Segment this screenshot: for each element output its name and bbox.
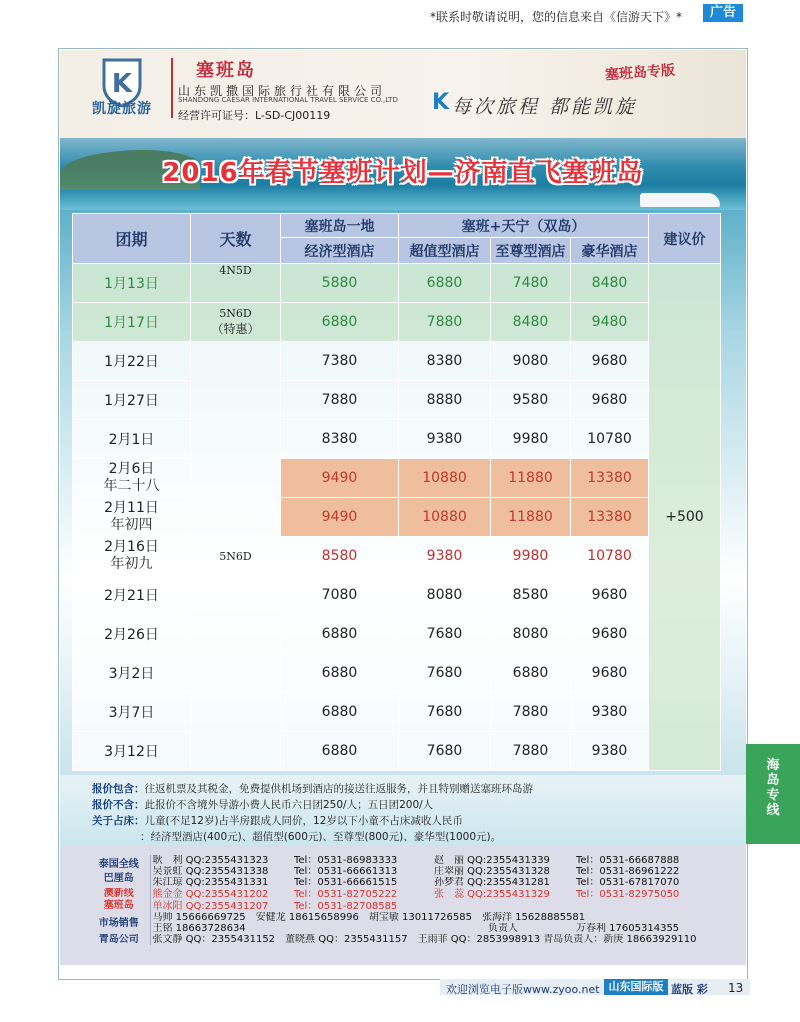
price-economy: 6880 [281, 303, 399, 342]
logo-name: 凯旋旅游 [92, 101, 152, 117]
qingdao-contacts: 张文静 QQ：2355431152 董晓燕 QQ：2355431157 王雨菲 QQ：2853998913 青岛负责人：新庚 18663929110 [152, 934, 697, 945]
page-number: 13 [728, 981, 744, 995]
price-economy: 7380 [281, 342, 399, 381]
price-economy: 8580 [281, 537, 399, 576]
header-date: 团期 [73, 214, 191, 264]
price-premium: 11880 [491, 498, 571, 537]
price-value: 8880 [399, 381, 491, 420]
row-date: 3月12日 [73, 732, 191, 771]
contact-category: 市场销售 [88, 912, 150, 934]
contact-person: 吴景虹 QQ:2355431338 [152, 866, 269, 877]
note-label: 关于占床： [92, 815, 145, 827]
price-value: 9380 [399, 420, 491, 459]
price-economy: 9490 [281, 498, 399, 537]
price-luxury: 13380 [571, 459, 649, 498]
slogan: 每次旅程 都能凯旋 [452, 96, 638, 118]
header-suggest: 建议价 [649, 214, 721, 264]
table-row [73, 459, 721, 498]
header-divider [171, 58, 173, 118]
footer-site: 欢迎浏览电子版www.zyoo.net [446, 983, 600, 996]
contact-spacer [292, 923, 432, 934]
contact-tel: Tel：0531-86983333 [294, 855, 398, 866]
price-value: 8080 [399, 576, 491, 615]
price-premium: 9980 [491, 420, 571, 459]
contact-row [88, 923, 712, 934]
contact-category [88, 855, 150, 888]
row-date: 3月7日 [73, 693, 191, 732]
days-4n5d: 4N5D [191, 264, 281, 303]
price-economy: 7880 [281, 381, 399, 420]
contact-tel: Tel：0531-66661515 [294, 877, 398, 888]
suggest-price: +500 [649, 264, 721, 771]
price-value: 10880 [399, 459, 491, 498]
table-row [73, 264, 721, 303]
price-luxury: 9680 [571, 654, 649, 693]
table-row [73, 732, 721, 771]
row-date-note: 年初四 [110, 517, 153, 533]
row-date [73, 537, 191, 576]
contact-row [88, 855, 712, 866]
contact-person: 熊金金 QQ:2355431202 [152, 888, 269, 900]
source-notice: *联系时敬请说明，您的信息来自《信游天下》* [430, 10, 683, 24]
table-row [73, 381, 721, 420]
note-included [92, 781, 533, 796]
boat-image [640, 193, 720, 207]
table-row [73, 576, 721, 615]
price-value: 10880 [399, 498, 491, 537]
row-date: 2月26日 [73, 615, 191, 654]
contact-person: 耿 利 QQ:2355431323 [152, 855, 269, 866]
contact-row [88, 934, 712, 945]
header-economy: 经济型酒店 [281, 238, 399, 264]
price-value: 7680 [399, 654, 491, 693]
price-value: 6880 [399, 264, 491, 303]
price-luxury: 9380 [571, 693, 649, 732]
table-row [73, 342, 721, 381]
row-date-note: 年二十八 [103, 478, 160, 494]
table-row [73, 537, 721, 576]
contact-category-label: 巴厘岛 [103, 872, 134, 884]
price-premium: 7480 [491, 264, 571, 303]
banner-title: 2016年春节塞班计划—济南直飞塞班岛 [162, 158, 644, 188]
contact-tel: Tel：0531-86961222 [576, 866, 680, 877]
row-date: 2月21日 [73, 576, 191, 615]
price-value: 7680 [399, 693, 491, 732]
row-date: 1月22日 [73, 342, 191, 381]
price-economy: 6880 [281, 732, 399, 771]
contact-tel: Tel：0531-82705222 [294, 888, 398, 900]
contact-person: 赵 丽 QQ:2355431339 [434, 855, 550, 866]
contact-row [88, 900, 712, 912]
note-text: 儿童(不足12岁)占半房跟成人同价，12岁以下小童不占床减收人民币 [144, 815, 463, 827]
header-group-single: 塞班岛一地 [281, 214, 399, 238]
price-premium: 7880 [491, 732, 571, 771]
contact-person: 庄翠丽 QQ:2355431328 [434, 866, 550, 877]
contact-tel: Tel：0531-82975050 [576, 888, 680, 900]
note-excluded [92, 797, 433, 812]
header-premium: 至尊型酒店 [491, 238, 571, 264]
row-date-main: 2月16日 [104, 539, 159, 555]
side-tab [746, 744, 800, 844]
note-bed-detail: ：经济型酒店(400元)、超值型(600元)、至尊型(800元)、豪华型(1000元)。 [140, 831, 502, 843]
header-days: 天数 [191, 214, 281, 264]
price-value: 8380 [399, 342, 491, 381]
row-date: 1月13日 [73, 264, 191, 303]
contact-tel: Tel：0531-82708585 [294, 900, 398, 912]
price-economy: 5880 [281, 264, 399, 303]
days-5n6d: 5N6D [191, 342, 281, 771]
table-row [73, 303, 721, 342]
price-economy: 8380 [281, 420, 399, 459]
row-date [73, 459, 191, 498]
contact-person: 朱江琼 QQ:2355431331 [152, 877, 269, 888]
header-group-double: 塞班+天宁（双岛） [399, 214, 649, 238]
price-value: 7880 [399, 303, 491, 342]
price-economy: 9490 [281, 459, 399, 498]
contact-person: 万春利 17605314355 [576, 923, 680, 934]
price-premium: 9980 [491, 537, 571, 576]
price-economy: 6880 [281, 693, 399, 732]
sales-contacts: 马帅 15666669725 安健龙 18615658996 胡宝敏 13011726585 张海洋 15628885581 [152, 912, 586, 923]
price-luxury: 9380 [571, 732, 649, 771]
days-5n6d-special [191, 303, 281, 342]
header-value: 超值型酒店 [399, 238, 491, 264]
contact-row [88, 888, 712, 900]
price-value: 9380 [399, 537, 491, 576]
contact-row [88, 866, 712, 877]
price-premium: 8480 [491, 303, 571, 342]
price-value: 7680 [399, 732, 491, 771]
days-5n6d-label: 5N6D [219, 307, 252, 320]
price-luxury: 9680 [571, 381, 649, 420]
price-value: 7680 [399, 615, 491, 654]
brand-title: 塞班岛 [196, 60, 256, 81]
contact-person: 张 蕊 QQ:2355431329 [434, 888, 550, 900]
row-date-main: 2月11日 [104, 500, 159, 516]
price-premium: 11880 [491, 459, 571, 498]
row-date: 1月27日 [73, 381, 191, 420]
table-row [73, 693, 721, 732]
table-row [73, 654, 721, 693]
price-luxury: 9680 [571, 576, 649, 615]
price-luxury: 8480 [571, 264, 649, 303]
price-luxury: 9480 [571, 303, 649, 342]
contact-category: 青岛公司 [88, 934, 150, 945]
row-date-note: 年初九 [110, 556, 153, 572]
table-row [73, 420, 721, 459]
side-tab-label: 海岛专线 [766, 758, 780, 818]
contact-tel: Tel：0531-66661313 [294, 866, 398, 877]
price-premium: 8080 [491, 615, 571, 654]
row-date: 3月2日 [73, 654, 191, 693]
contact-tel [574, 900, 712, 912]
footer-edition: 蓝版 彩 [671, 983, 708, 996]
price-economy: 7080 [281, 576, 399, 615]
table-row [73, 615, 721, 654]
special-edition-badge: 塞班岛专版 [604, 62, 676, 84]
price-economy: 6880 [281, 615, 399, 654]
price-luxury: 9680 [571, 615, 649, 654]
note-text: 往返机票及其税金，免费提供机场到酒店的接送往返服务，并且特别赠送塞班环岛游 [144, 783, 533, 795]
price-premium: 9580 [491, 381, 571, 420]
contact-category-label: 澳新线 [103, 888, 134, 899]
contact-person: 单冰阳 QQ:2355431207 [152, 900, 269, 912]
note-text: 此报价不含境外导游小费人民币六日团250/人；五日团200/人 [144, 799, 434, 811]
contact-row [88, 912, 712, 923]
price-premium: 7880 [491, 693, 571, 732]
price-luxury: 13380 [571, 498, 649, 537]
row-date-main: 2月6日 [108, 461, 155, 477]
svg-text:K: K [111, 69, 133, 99]
contact-person: 孙梦君 QQ:2355431281 [434, 877, 550, 888]
note-label: 报价包含： [92, 783, 145, 795]
license-number: 经营许可证号：L-SD-CJ00119 [178, 109, 331, 122]
contact-role: 负责人 [488, 923, 518, 934]
company-name-cn: 山东凯撒国际旅行社有限公司 [178, 84, 387, 98]
contact-category-label: 塞班岛 [103, 900, 134, 911]
contact-row [88, 877, 712, 888]
contact-tel: Tel：0531-66687888 [576, 855, 680, 866]
note-bed [92, 813, 463, 828]
contact-tel: Tel：0531-67817070 [576, 877, 680, 888]
contact-category [88, 888, 150, 912]
row-date: 1月17日 [73, 303, 191, 342]
row-date [73, 498, 191, 537]
company-name-en: SHANDONG CAESAR INTERNATIONAL TRAVEL SERVICE CO.,LTD [178, 96, 398, 104]
price-premium: 8580 [491, 576, 571, 615]
price-luxury: 9680 [571, 342, 649, 381]
row-date: 2月1日 [73, 420, 191, 459]
contact-category-label: 泰国全线 [98, 858, 139, 870]
price-premium: 6880 [491, 654, 571, 693]
price-table [72, 213, 721, 771]
contact-person [432, 900, 574, 912]
contact-table [88, 855, 712, 945]
slogan-k-mark: K [432, 90, 450, 115]
contact-person: 王铭 18663728634 [152, 923, 246, 934]
price-luxury: 10780 [571, 420, 649, 459]
note-label: 报价不含： [92, 799, 145, 811]
price-premium: 9080 [491, 342, 571, 381]
ad-tag: 广告 [703, 4, 743, 22]
price-luxury: 10780 [571, 537, 649, 576]
header-luxury: 豪华酒店 [571, 238, 649, 264]
footer-tag: 山东国际版 [604, 979, 668, 995]
table-row [73, 498, 721, 537]
price-economy: 6880 [281, 654, 399, 693]
special-label: （特惠） [211, 322, 260, 336]
